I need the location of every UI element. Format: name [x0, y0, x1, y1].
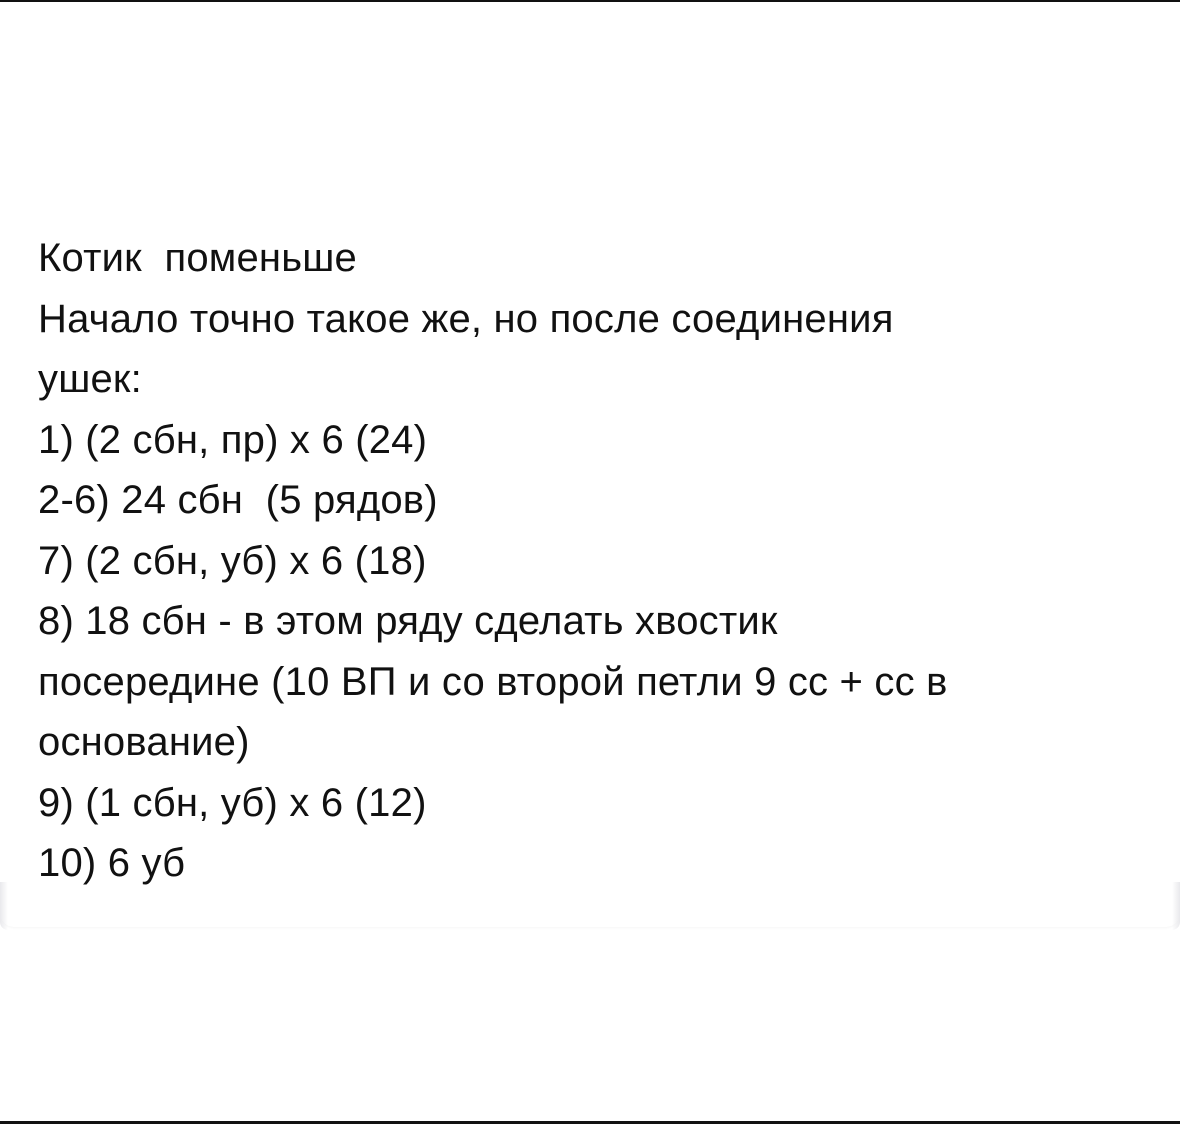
note-line-row-9: 9) (1 сбн, уб) х 6 (12): [38, 780, 427, 825]
card-edge-right: [1172, 882, 1180, 930]
note-line-row-10: 10) 6 уб: [38, 841, 186, 885]
note-line-row-8: 8) 18 сбн - в этом ряду сделать хвостик: [38, 599, 778, 643]
note-line-intro: Начало точно такое же, но после соединения: [38, 296, 894, 341]
note-line-rows-2-6: 2-6) 24 сбн (5 рядов): [38, 478, 438, 522]
note-title: Котик поменьше: [38, 236, 357, 280]
card-edge-left: [0, 882, 8, 930]
note-card: [0, 2, 1180, 927]
note-line-row-7: 7) (2 сбн, уб) х 6 (18): [38, 538, 427, 583]
note-line-row-1: 1) (2 сбн, пр) х 6 (24): [38, 417, 428, 462]
note-text[interactable]: [38, 228, 1148, 894]
note-line-row-8-end: основание): [38, 720, 250, 764]
note-line-intro-cont: ушек:: [38, 357, 142, 401]
note-line-row-8-cont: посередине (10 ВП и со второй петли 9 сс + сс в: [38, 659, 948, 704]
